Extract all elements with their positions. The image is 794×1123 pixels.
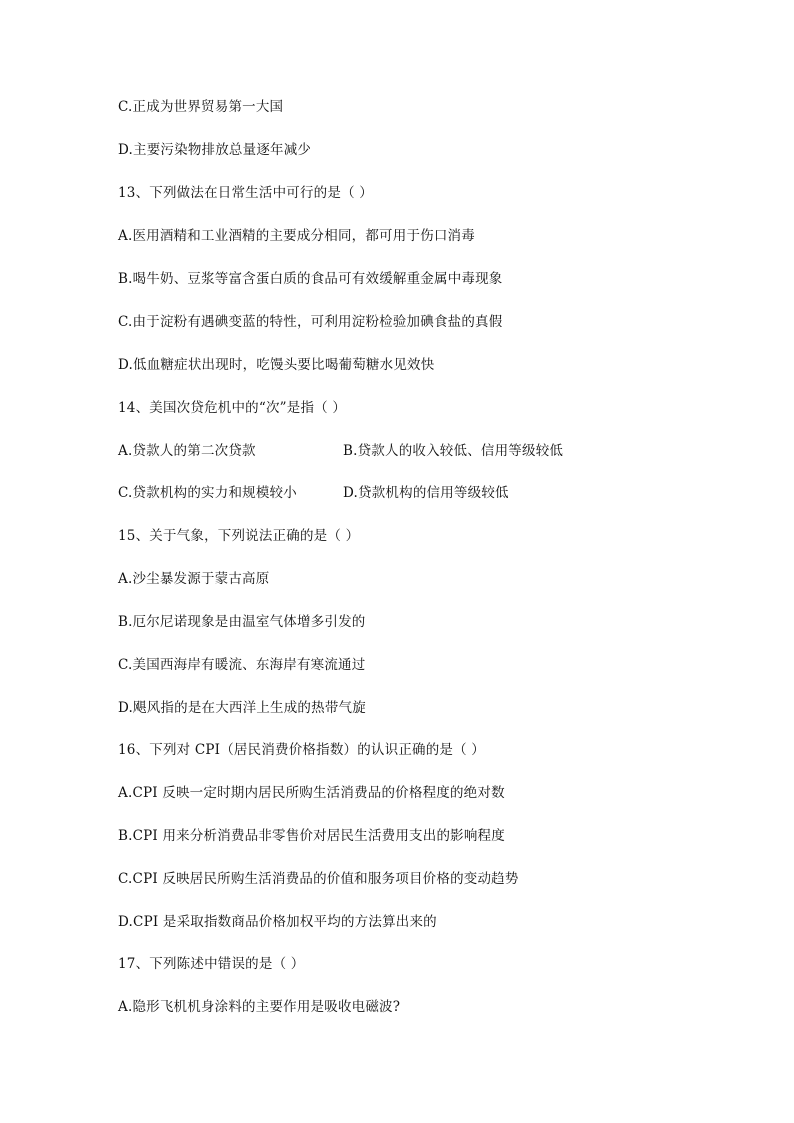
question-15-option-c: C.美国西海岸有暖流、东海岸有寒流通过 — [118, 657, 366, 673]
question-17: 17、下列陈述中错误的是（ ） — [118, 956, 305, 972]
option-d-line: D.主要污染物排放总量逐年减少 — [118, 142, 312, 158]
question-14-option-a: A.贷款人的第二次贷款 — [118, 443, 256, 459]
question-13-option-a: A.医用酒精和工业酒精的主要成分相同，都可用于伤口消毒 — [118, 228, 475, 244]
question-16-option-a: A.CPI 反映一定时期内居民所购生活消费品的价格程度的绝对数 — [118, 785, 505, 801]
question-13-option-b: B.喝牛奶、豆浆等富含蛋白质的食品可有效缓解重金属中毒现象 — [118, 271, 503, 287]
question-16-option-b: B.CPI 用来分析消费品非零售价对居民生活费用支出的影响程度 — [118, 828, 505, 844]
question-16-option-c: C.CPI 反映居民所购生活消费品的价值和服务项目价格的变动趋势 — [118, 871, 519, 887]
option-c-line: C.正成为世界贸易第一大国 — [118, 99, 284, 115]
question-15: 15、关于气象，下列说法正确的是（ ） — [118, 528, 360, 544]
question-14: 14、美国次贷危机中的“次”是指（ ） — [118, 400, 347, 416]
question-14-option-d: D.贷款机构的信用等级较低 — [343, 485, 509, 501]
question-15-option-b: B.厄尔尼诺现象是由温室气体增多引发的 — [118, 614, 366, 630]
question-13-option-d: D.低血糖症状出现时，吃馒头要比喝葡萄糖水见效快 — [118, 357, 435, 373]
question-17-option-a: A.隐形飞机机身涂料的主要作用是吸收电磁波? — [118, 999, 401, 1015]
question-16: 16、下列对 CPI（居民消费价格指数）的认识正确的是（ ） — [118, 742, 486, 758]
question-15-option-a: A.沙尘暴发源于蒙古高原 — [118, 571, 270, 587]
question-14-option-c: C.贷款机构的实力和规模较小 — [118, 485, 297, 501]
question-13-option-c: C.由于淀粉有遇碘变蓝的特性，可利用淀粉检验加碘食盐的真假 — [118, 314, 503, 330]
question-13: 13、下列做法在日常生活中可行的是（ ） — [118, 185, 373, 201]
question-15-option-d: D.飓风指的是在大西洋上生成的热带气旋 — [118, 700, 366, 716]
question-14-option-b: B.贷款人的收入较低、信用等级较低 — [343, 443, 564, 459]
question-16-option-d: D.CPI 是采取指数商品价格加权平均的方法算出来的 — [118, 914, 437, 930]
